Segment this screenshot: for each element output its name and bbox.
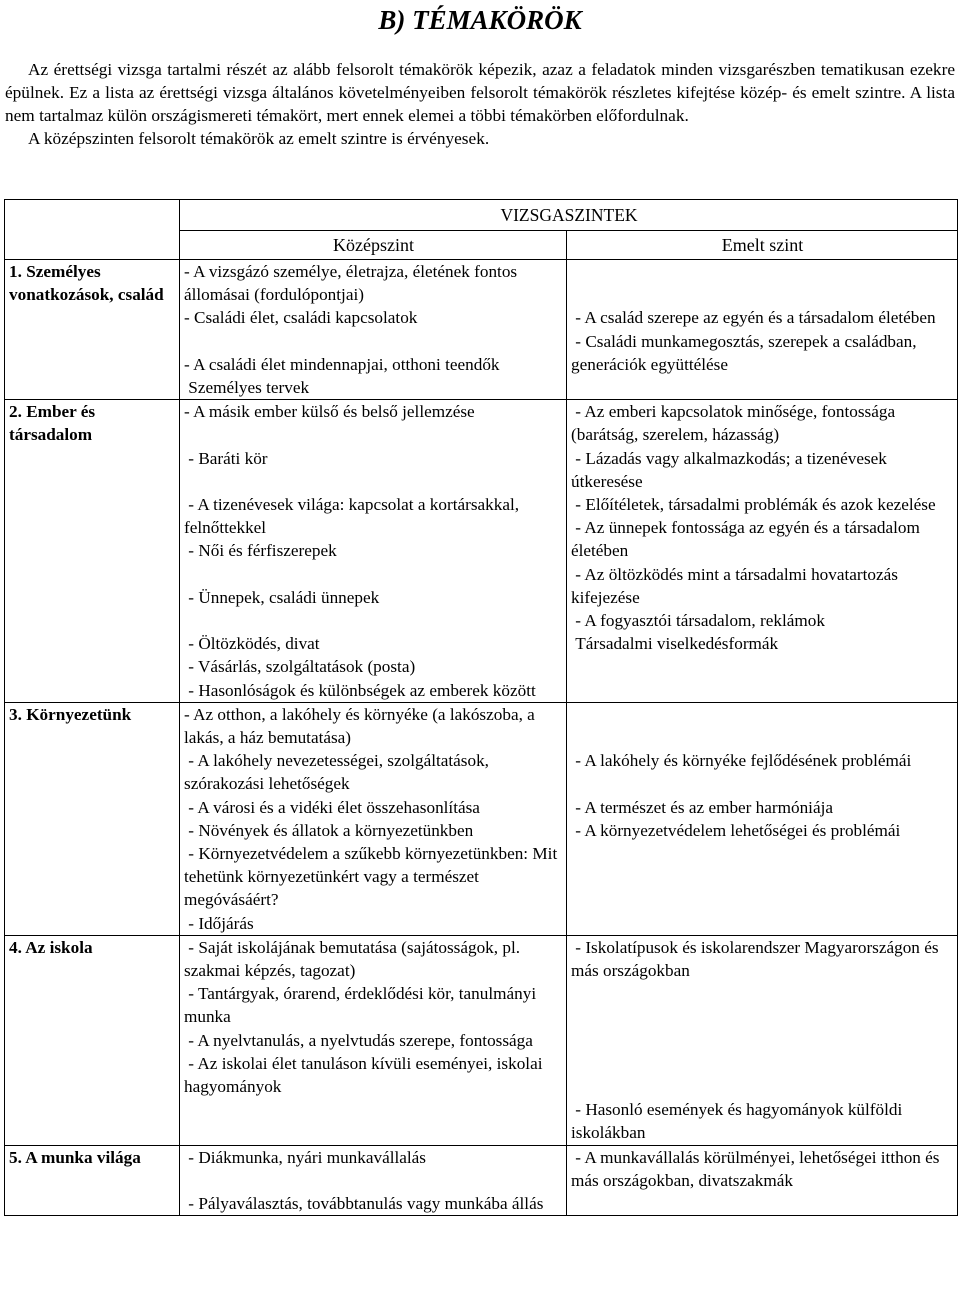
mid-level-item bbox=[184, 609, 563, 632]
advanced-level-item: - A család szerepe az egyén és a társadalom életében bbox=[571, 308, 936, 328]
advanced-level-item: - Lázadás vagy alkalmazkodás; a tizenévesek útkeresése bbox=[571, 448, 892, 491]
advanced-level-item: - A környezetvédelem lehetőségei és problémái bbox=[571, 820, 901, 840]
mid-level-item: - Az iskolai élet tanuláson kívüli eseményei, iskolai hagyományok bbox=[184, 1053, 547, 1097]
advanced-level-item bbox=[571, 1075, 954, 1098]
mid-level-item: - Öltözködés, divat bbox=[184, 634, 320, 654]
mid-level-item: - Tantárgyak, órarend, érdeklődési kör, tanulmányi munka bbox=[184, 984, 541, 1027]
mid-level-item: - Női és férfiszerepek bbox=[184, 541, 337, 561]
advanced-level-item bbox=[571, 726, 954, 749]
advanced-level-item: - A munkavállalás körülményei, lehetőségei itthon és más országokban, divatszakmák bbox=[571, 1147, 944, 1190]
mid-level-item: - Baráti kör bbox=[184, 448, 268, 468]
mid-level-item: Személyes tervek bbox=[184, 378, 310, 397]
mid-level-item: - Időjárás bbox=[184, 913, 254, 933]
table-row bbox=[5, 260, 958, 400]
advanced-level-item: - Az emberi kapcsolatok minősége, fontossága (barátság, szerelem, házasság) bbox=[571, 402, 900, 445]
table-row bbox=[5, 935, 958, 1145]
advanced-level-item bbox=[571, 1005, 954, 1028]
mid-level-topics bbox=[180, 260, 567, 400]
advanced-level-item: - Előítéletek, társadalmi problémák és azok kezelése bbox=[571, 495, 936, 515]
advanced-level-item bbox=[571, 982, 954, 1005]
mid-level-item: - Növények és állatok a környezetünkben bbox=[184, 820, 474, 840]
intro-section bbox=[0, 58, 960, 150]
advanced-level-topics bbox=[567, 935, 958, 1145]
mid-level-item: - A vizsgázó személye, életrajza, életének fontos állomásai (fordulópontjai) bbox=[184, 262, 522, 305]
mid-level-topics bbox=[180, 702, 567, 935]
mid-level-item: - Saját iskolájának bemutatása (sajátosságok, pl. szakmai képzés, tagozat) bbox=[184, 937, 525, 981]
advanced-level-item bbox=[571, 703, 954, 726]
header-empty-cell bbox=[5, 200, 180, 260]
advanced-level-item: - A természet és az ember harmóniája bbox=[571, 797, 833, 817]
intro-note: A középszinten felsorolt témakörök az emelt szintre is érvényesek. bbox=[28, 129, 490, 148]
page-title: B) TÉMAKÖRÖK bbox=[378, 5, 582, 35]
mid-level-item: - Környezetvédelem a szűkebb környezetünkben: Mit tehetünk környezetünkért vagy a természet megóvásáért? bbox=[184, 844, 562, 910]
advanced-level-item: - Iskolatípusok és iskolarendszer Magyarországon és más országokban bbox=[571, 937, 943, 981]
topics-table bbox=[4, 199, 958, 1216]
advanced-level-item: - Hasonló események és hagyományok külföldi iskolákban bbox=[571, 1100, 907, 1143]
advanced-level-topics bbox=[567, 260, 958, 400]
table-row bbox=[5, 1145, 958, 1216]
exam-levels-header: VIZSGASZINTEK bbox=[180, 200, 958, 231]
mid-level-item bbox=[184, 423, 563, 446]
advanced-level-topics bbox=[567, 702, 958, 935]
advanced-level-header: Emelt szint bbox=[567, 231, 958, 260]
topic-category: 2. Ember és társadalom bbox=[5, 400, 180, 703]
mid-level-item bbox=[184, 1169, 563, 1192]
intro-paragraph: Az érettségi vizsga tartalmi részét az alább felsorolt témakörök képezik, azaz a feladatok minden vizsgarészben tematikusan ezekre épülnek. Ez a lista az érettségi vizsga általános követelményeiben felsorolt témakörök részletes kifejtése közép- és emelt szintre. A lista nem tartalmaz külön országismereti témakört, mert ennek elemei a többi témakörben előfordulnak. bbox=[5, 60, 955, 125]
mid-level-item: - Hasonlóságok és különbségek az emberek között bbox=[184, 680, 536, 700]
advanced-level-item bbox=[571, 283, 954, 306]
mid-level-header: Középszint bbox=[180, 231, 567, 260]
mid-level-item: - Diákmunka, nyári munkavállalás bbox=[184, 1147, 426, 1167]
advanced-level-item: - Az öltözködés mint a társadalmi hovatartozás kifejezése bbox=[571, 564, 903, 607]
table-header-row bbox=[5, 200, 958, 231]
mid-level-item bbox=[184, 470, 563, 493]
advanced-level-item: - A fogyasztói társadalom, reklámok bbox=[571, 611, 825, 631]
table-row bbox=[5, 702, 958, 935]
advanced-level-topics bbox=[567, 1145, 958, 1216]
mid-level-item: - Pályaválasztás, továbbtanulás vagy munkába állás bbox=[184, 1193, 544, 1213]
advanced-level-item: - A lakóhely és környéke fejlődésének problémái bbox=[571, 751, 912, 771]
mid-level-item bbox=[184, 330, 563, 353]
topic-category: 5. A munka világa bbox=[5, 1145, 180, 1216]
advanced-level-topics bbox=[567, 400, 958, 703]
mid-level-item: - A lakóhely nevezetességei, szolgáltatások, szórakozási lehetőségek bbox=[184, 751, 494, 794]
mid-level-topics bbox=[180, 400, 567, 703]
mid-level-item: - Vásárlás, szolgáltatások (posta) bbox=[184, 657, 416, 677]
mid-level-item: - A nyelvtanulás, a nyelvtudás szerepe, fontossága bbox=[184, 1030, 533, 1050]
mid-level-item: - A városi és a vidéki élet összehasonlítása bbox=[184, 797, 480, 817]
mid-level-topics bbox=[180, 935, 567, 1145]
mid-level-item: - Ünnepek, családi ünnepek bbox=[184, 587, 380, 607]
advanced-level-item bbox=[571, 1052, 954, 1075]
table-row bbox=[5, 400, 958, 703]
mid-level-topics bbox=[180, 1145, 567, 1216]
mid-level-item: - A tizenévesek világa: kapcsolat a kortársakkal, felnőttekkel bbox=[184, 494, 524, 538]
mid-level-item bbox=[184, 563, 563, 586]
advanced-level-item bbox=[571, 772, 954, 795]
advanced-level-item: Társadalmi viselkedésformák bbox=[571, 634, 779, 654]
mid-level-item: - Az otthon, a lakóhely és környéke (a lakószoba, a lakás, a ház bemutatása) bbox=[184, 704, 540, 747]
topic-category: 3. Környezetünk bbox=[5, 702, 180, 935]
topic-category: 4. Az iskola bbox=[5, 935, 180, 1145]
topic-category: 1. Személyes vonatkozások, család bbox=[5, 260, 180, 400]
mid-level-item: - A másik ember külső és belső jellemzése bbox=[184, 402, 475, 422]
advanced-level-item bbox=[571, 1029, 954, 1052]
advanced-level-item bbox=[571, 260, 954, 283]
advanced-level-item: - Az ünnepek fontossága az egyén és a társadalom életében bbox=[571, 518, 925, 561]
mid-level-item: - Családi élet, családi kapcsolatok bbox=[184, 308, 418, 328]
mid-level-item: - A családi élet mindennapjai, otthoni teendők bbox=[184, 354, 500, 374]
advanced-level-item: - Családi munkamegosztás, szerepek a családban, generációk együttélése bbox=[571, 331, 921, 374]
